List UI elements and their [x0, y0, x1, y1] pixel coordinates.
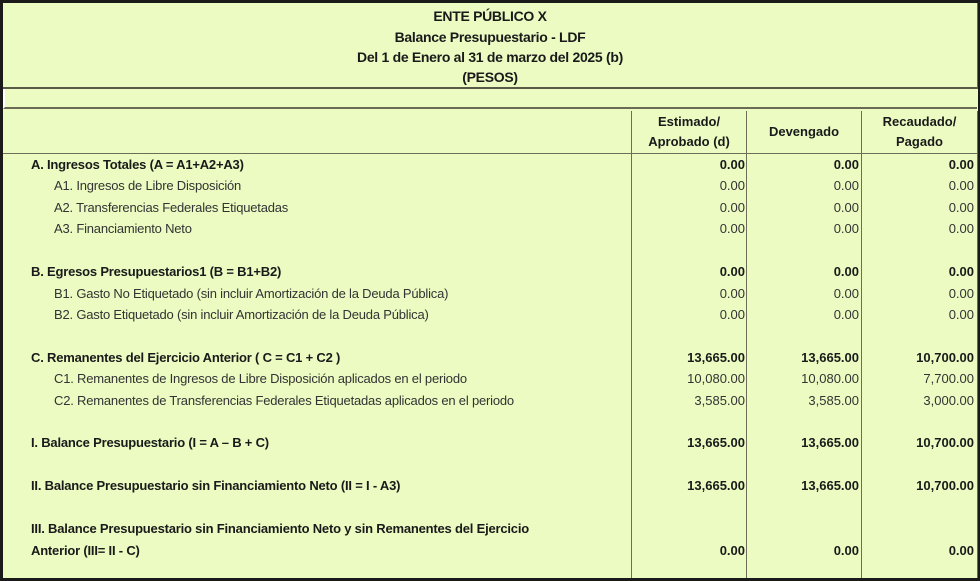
row-label: B1. Gasto No Etiquetado (sin incluir Amortización de la Deuda Pública) [54, 286, 449, 301]
value-estimado: 0.00 [719, 543, 745, 558]
value-recaudado: 0.00 [948, 221, 974, 236]
row-label: C. Remanentes del Ejercicio Anterior ( C = C1 + C2 ) [31, 350, 341, 365]
row-label: A1. Ingresos de Libre Disposición [54, 178, 242, 193]
value-estimado: 13,665.00 [687, 350, 745, 365]
header-text: Recaudado/ [882, 114, 957, 129]
table-row [3, 368, 977, 389]
value-devengado: 10,080.00 [801, 371, 859, 386]
value-estimado: 0.00 [719, 264, 745, 279]
header-text: Pagado [896, 134, 943, 149]
table-row [3, 283, 977, 304]
value-recaudado: 0.00 [948, 200, 974, 215]
table-row [3, 175, 977, 196]
column-header-recaudado [862, 111, 977, 153]
value-estimado: 0.00 [719, 178, 745, 193]
value-devengado: 13,665.00 [801, 350, 859, 365]
value-recaudado: 3,000.00 [923, 393, 974, 408]
row-label: B2. Gasto Etiquetado (sin incluir Amortización de la Deuda Pública) [54, 307, 429, 322]
value-recaudado: 0.00 [948, 264, 974, 279]
value-recaudado: 0.00 [948, 307, 974, 322]
value-devengado: 13,665.00 [801, 478, 859, 493]
value-recaudado: 10,700.00 [916, 350, 974, 365]
value-recaudado: 0.00 [948, 286, 974, 301]
table-row [3, 197, 977, 218]
table-row [3, 518, 977, 539]
report-title-block [3, 3, 978, 89]
value-devengado: 0.00 [833, 286, 859, 301]
value-recaudado: 0.00 [948, 178, 974, 193]
value-estimado: 13,665.00 [687, 435, 745, 450]
value-recaudado: 0.00 [948, 157, 974, 172]
row-label: B. Egresos Presupuestarios1 (B = B1+B2) [31, 264, 282, 279]
table-row [3, 304, 977, 325]
value-devengado: 0.00 [833, 157, 859, 172]
row-label: A2. Transferencias Federales Etiquetadas [54, 200, 289, 215]
row-label: I. Balance Presupuestario (I = A – B + C) [31, 435, 269, 450]
table-row [3, 261, 977, 282]
value-devengado: 0.00 [833, 221, 859, 236]
value-devengado: 13,665.00 [801, 435, 859, 450]
value-estimado: 0.00 [719, 307, 745, 322]
header-text: Aprobado (d) [648, 134, 730, 149]
value-devengado: 0.00 [833, 200, 859, 215]
table-row [3, 390, 977, 411]
row-label: II. Balance Presupuestario sin Financiamiento Neto (II = I - A3) [31, 478, 401, 493]
table-row [3, 154, 977, 175]
value-estimado: 0.00 [719, 286, 745, 301]
table-row [3, 347, 977, 368]
header-text: Devengado [768, 124, 840, 139]
report-name: Balance Presupuestario - LDF [394, 29, 586, 45]
value-devengado: 0.00 [833, 307, 859, 322]
value-recaudado: 7,700.00 [923, 371, 974, 386]
column-header-estimado [632, 111, 746, 153]
value-recaudado: 0.00 [948, 543, 974, 558]
spreadsheet-page [3, 3, 978, 578]
header-text: Estimado/ [657, 114, 721, 129]
row-label: A3. Financiamiento Neto [54, 221, 192, 236]
value-estimado: 3,585.00 [694, 393, 745, 408]
value-estimado: 10,080.00 [687, 371, 745, 386]
value-devengado: 0.00 [833, 178, 859, 193]
value-recaudado: 10,700.00 [916, 435, 974, 450]
blank-row [3, 89, 977, 109]
value-recaudado: 10,700.00 [916, 478, 974, 493]
table-row [3, 218, 977, 239]
value-estimado: 0.00 [719, 221, 745, 236]
table-row [3, 475, 977, 496]
row-label: C2. Remanentes de Transferencias Federales Etiquetadas aplicados en el periodo [54, 393, 514, 408]
row-label: III. Balance Presupuestario sin Financiamiento Neto y sin Remanentes del Ejercicio [31, 521, 529, 536]
balance-table [3, 111, 978, 578]
value-devengado: 0.00 [833, 543, 859, 558]
value-estimado: 0.00 [719, 157, 745, 172]
report-unit: (PESOS) [462, 69, 518, 85]
column-header-devengado [747, 111, 861, 153]
report-period: Del 1 de Enero al 31 de marzo del 2025 (b) [357, 49, 623, 65]
value-estimado: 13,665.00 [687, 478, 745, 493]
table-row [3, 432, 977, 453]
row-label: C1. Remanentes de Ingresos de Libre Disposición aplicados en el periodo [54, 371, 467, 386]
table-row-continued [3, 540, 977, 561]
value-estimado: 0.00 [719, 200, 745, 215]
entity-name: ENTE PÚBLICO X [433, 8, 547, 24]
row-label: A. Ingresos Totales (A = A1+A2+A3) [31, 157, 244, 172]
value-devengado: 0.00 [833, 264, 859, 279]
value-devengado: 3,585.00 [808, 393, 859, 408]
row-label-continued: Anterior (III= II - C) [31, 543, 140, 558]
